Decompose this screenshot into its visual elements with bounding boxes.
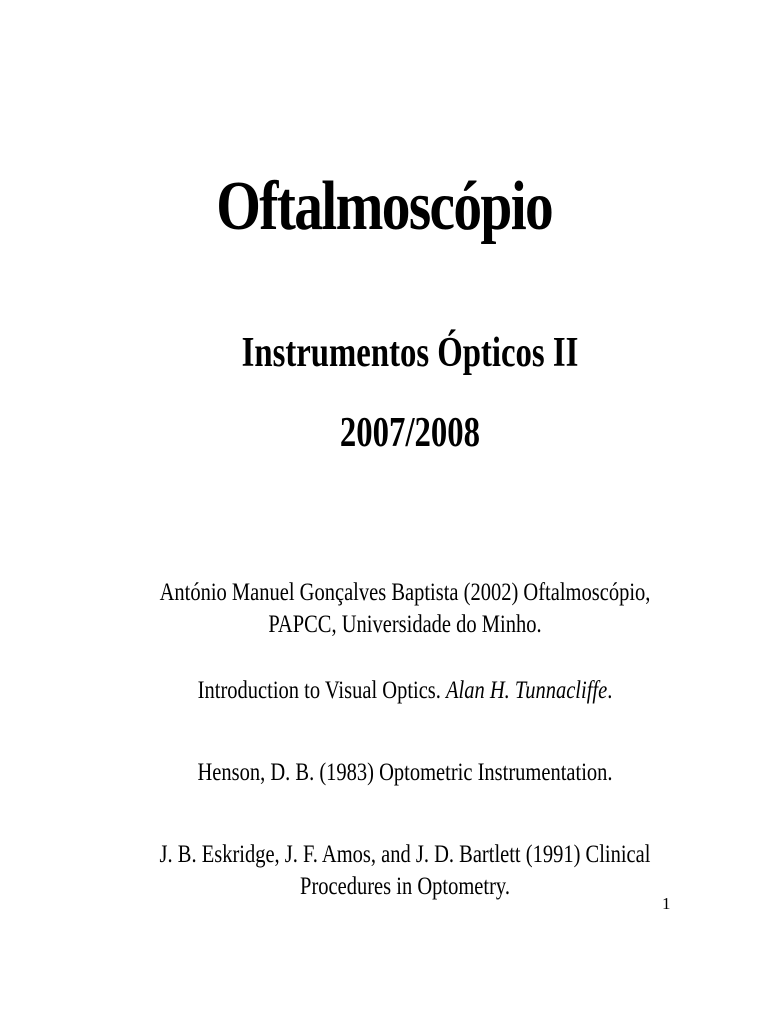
reference-line: Procedures in Optometry.	[300, 872, 510, 900]
course-name: Instrumentos Ópticos II	[241, 330, 579, 376]
academic-year: 2007/2008	[339, 410, 481, 456]
reference-baptista	[73, 577, 737, 641]
reference-line: António Manuel Gonçalves Baptista (2002) Oftalmoscópio,	[159, 579, 651, 606]
page-number: 1	[662, 894, 671, 913]
reference-suffix: .	[607, 677, 613, 704]
reference-henson	[73, 757, 737, 789]
reference-line: Henson, D. B. (1983) Optometric Instrumentation.	[197, 759, 613, 786]
reference-tunnacliffe	[73, 675, 737, 707]
slide-title: Oftalmoscópio	[216, 168, 553, 245]
reference-line: PAPCC, Universidade do Minho.	[268, 610, 542, 638]
reference-line: J. B. Eskridge, J. F. Amos, and J. D. Bartlett (1991) Clinical	[159, 841, 651, 868]
reference-line	[73, 675, 737, 707]
reference-author: Alan H. Tunnacliffe	[446, 677, 608, 704]
reference-eskridge	[73, 839, 737, 903]
reference-text: Introduction to Visual Optics.	[197, 677, 447, 704]
